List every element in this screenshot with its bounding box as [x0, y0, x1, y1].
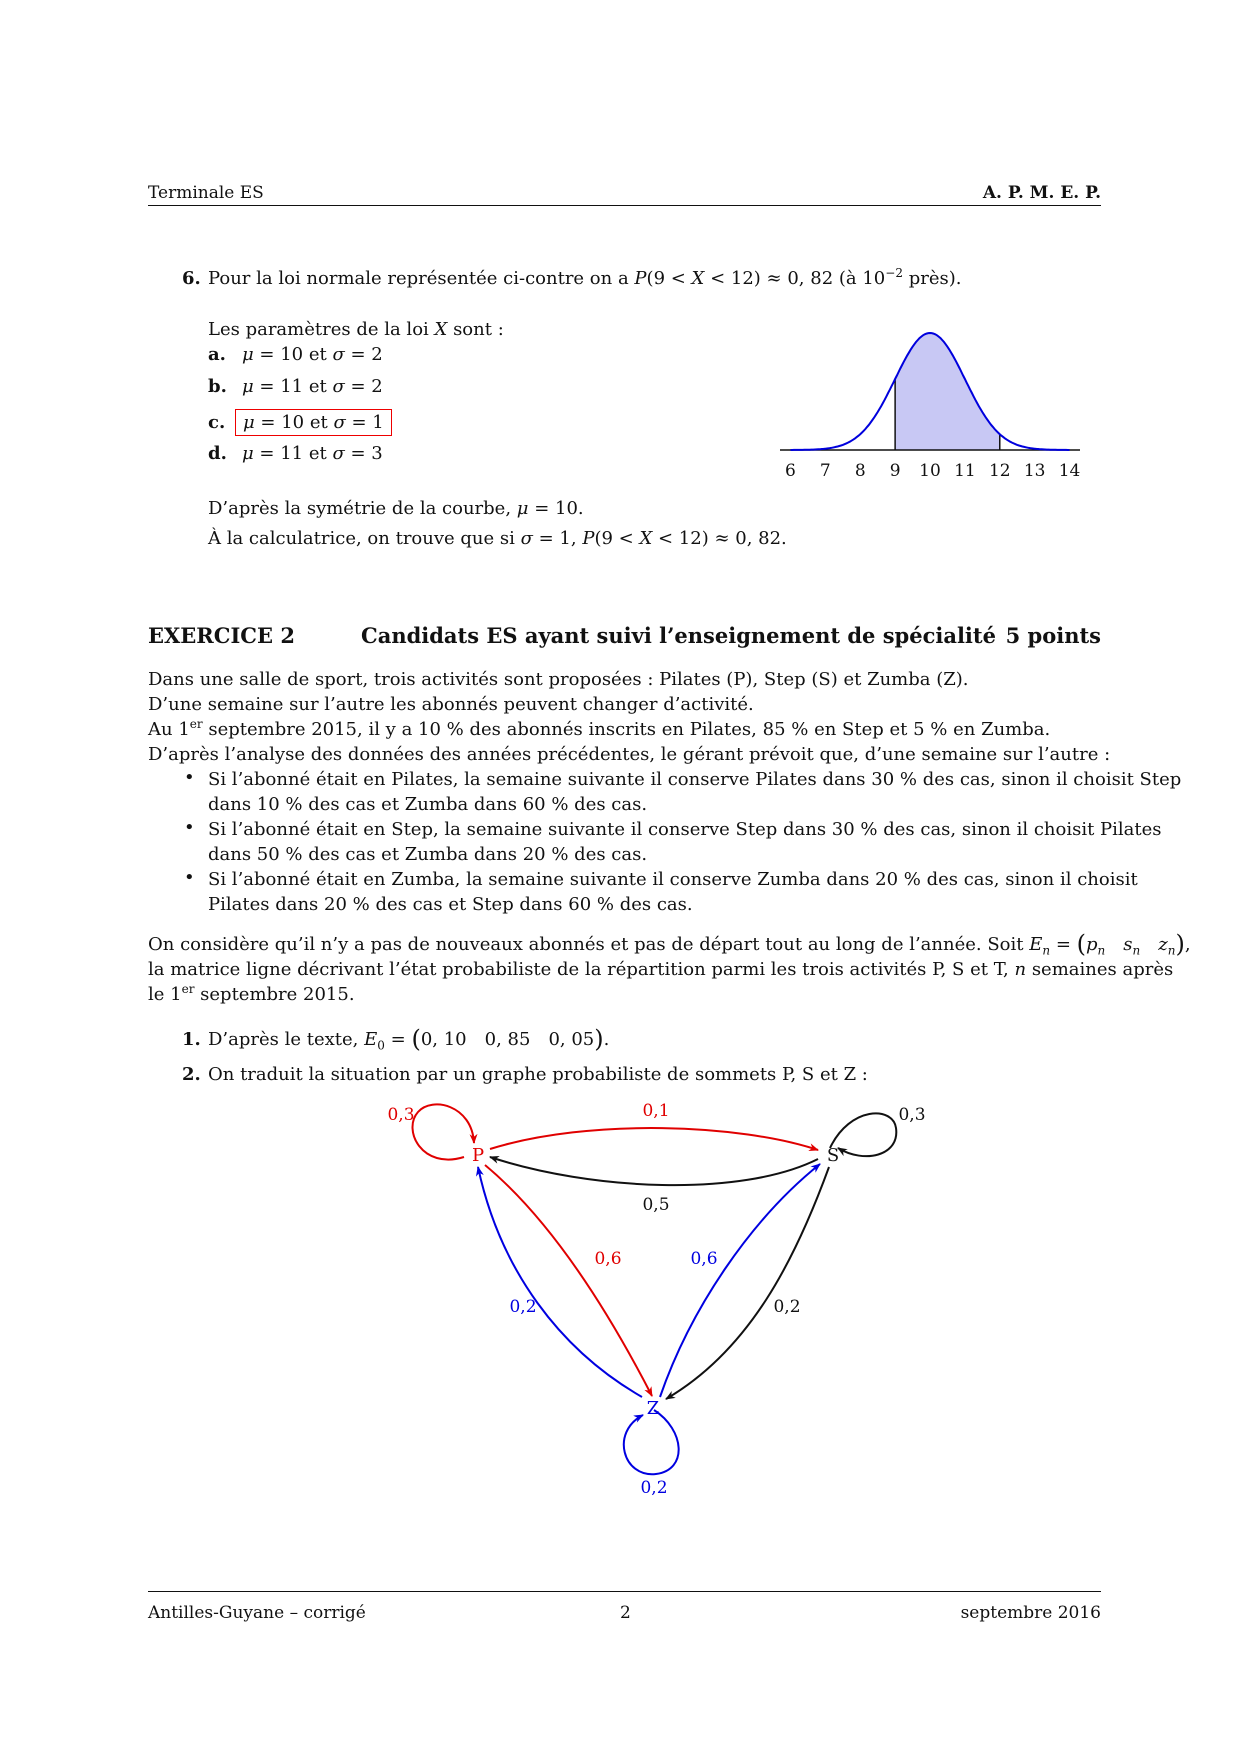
footer-rule — [148, 1591, 1101, 1592]
bullet-2-line-1: Si l’abonné était en Step, la semaine suivante il conserve Step dans 30 % des cas, sinon il choisit Pilates — [208, 819, 1162, 840]
x-tick-label: 12 — [988, 461, 1011, 481]
x-tick-label: 13 — [1023, 461, 1046, 481]
edge-S-S — [830, 1113, 896, 1156]
para-line-1: On considère qu’il n’y a pas de nouveaux abonnés et pas de départ tout au long de l’année. Soit $E_n = (p_n$ $s_n$ $z_n$), — [148, 930, 1191, 958]
edge-P-S — [490, 1128, 818, 1150]
option-a: a. μ = 10 et σ = 2 — [208, 344, 383, 365]
bullet-2-line-2: dans 50 % des cas et Zumba dans 20 % des cas. — [208, 844, 648, 865]
intro-line-4: D’après l’analyse des données des années précédentes, le gérant prévoit que, d’une semaine sur l’autre : — [148, 744, 1111, 765]
label-P-P: 0,3 — [387, 1105, 415, 1125]
q6-calculator: À la calculatrice, on trouve que si σ = 1, P(9 < X < 12) ≈ 0, 82. — [208, 528, 787, 549]
bullet-dot: • — [184, 767, 195, 788]
probabilistic-graph — [360, 1090, 926, 1510]
node-P: P — [471, 1145, 485, 1166]
x-tick-label: 14 — [1058, 461, 1081, 481]
q6-number: 6. — [182, 268, 201, 289]
label-P-Z: 0,6 — [594, 1249, 622, 1269]
node-Z: Z — [646, 1398, 660, 1419]
para-line-3: le 1er septembre 2015. — [148, 982, 355, 1005]
bullet-1-line-1: Si l’abonné était en Pilates, la semaine suivante il conserve Pilates dans 30 % des cas, sinon il choisit Step — [208, 769, 1182, 790]
header-right: A. P. M. E. P. — [982, 183, 1101, 203]
option-b: b. μ = 11 et σ = 2 — [208, 376, 383, 397]
q6-statement: 6. Pour la loi normale représentée ci-contre on a P(9 < X < 12) ≈ 0, 82 (à $10^{-2}$ près). — [182, 266, 962, 289]
label-Z-Z: 0,2 — [640, 1478, 668, 1498]
bullet-3-line-2: Pilates dans 20 % des cas et Step dans 60 % des cas. — [208, 894, 693, 915]
x-tick-labels — [785, 461, 1080, 481]
option-c: c. μ = 10 et σ = 1 — [208, 409, 392, 436]
intro-line-3: Au 1er septembre 2015, il y a 10 % des abonnés inscrits en Pilates, 85 % en Step et 5 % en Zumba. — [148, 717, 1051, 740]
x-tick-label: 8 — [854, 461, 866, 481]
x-tick-label: 7 — [819, 461, 831, 481]
footer-left: Antilles-Guyane – corrigé — [148, 1603, 366, 1623]
edge-Z-Z — [624, 1410, 679, 1474]
label-S-P: 0,5 — [642, 1195, 670, 1215]
bullet-1-line-2: dans 10 % des cas et Zumba dans 60 % des cas. — [208, 794, 648, 815]
edge-P-Z — [485, 1165, 652, 1396]
bullet-dot: • — [184, 817, 195, 838]
node-S: S — [826, 1145, 840, 1166]
bullet-3-line-1: Si l’abonné était en Zumba, la semaine suivante il conserve Zumba dans 20 % des cas, sinon il choisit — [208, 869, 1138, 890]
edge-S-Z — [666, 1167, 829, 1399]
intro-line-1: Dans une salle de sport, trois activités sont proposées : Pilates (P), Step (S) et Zumba (Z). — [148, 669, 969, 690]
exercise-subtitle: Candidats ES ayant suivi l’enseignement de spécialité — [361, 623, 996, 648]
edge-P-P — [413, 1104, 474, 1159]
q6-symmetry: D’après la symétrie de la courbe, μ = 10. — [208, 498, 584, 519]
label-S-S: 0,3 — [898, 1105, 926, 1125]
correct-answer-box: μ = 10 et σ = 1 — [235, 409, 392, 436]
x-tick-label: 10 — [919, 461, 941, 481]
x-tick-label: 6 — [785, 461, 796, 481]
question-1: 1. D’après le texte, $E_0 = (0$, 10 0, 85 0, 05). — [182, 1025, 610, 1053]
q6-params: Les paramètres de la loi X sont : — [208, 319, 504, 340]
label-Z-P: 0,2 — [509, 1297, 537, 1317]
x-tick-label: 9 — [889, 461, 901, 481]
exercise-title: EXERCICE 2 — [148, 623, 295, 648]
header-left: Terminale ES — [148, 183, 264, 203]
label-Z-S: 0,6 — [690, 1249, 718, 1269]
exercise-points: 5 points — [1005, 623, 1101, 648]
edge-S-P — [490, 1157, 818, 1185]
para-line-2: la matrice ligne décrivant l’état probabiliste de la répartition parmi les trois activités P, S et T, n semaines après — [148, 959, 1174, 980]
edge-Z-S — [660, 1164, 820, 1397]
normal-curve-chart — [780, 320, 1080, 490]
footer-page-number: 2 — [620, 1603, 631, 1623]
question-2: 2. On traduit la situation par un graphe probabiliste de sommets P, S et Z : — [182, 1064, 868, 1085]
bullet-dot: • — [184, 867, 195, 888]
option-d: d. μ = 11 et σ = 3 — [208, 443, 383, 464]
footer-right: septembre 2016 — [960, 1603, 1101, 1623]
intro-line-2: D’une semaine sur l’autre les abonnés peuvent changer d’activité. — [148, 694, 754, 715]
x-tick-label: 11 — [954, 461, 976, 481]
label-P-S: 0,1 — [642, 1101, 670, 1121]
header-rule — [148, 205, 1101, 206]
edge-Z-P — [478, 1167, 642, 1397]
label-S-Z: 0,2 — [773, 1297, 801, 1317]
